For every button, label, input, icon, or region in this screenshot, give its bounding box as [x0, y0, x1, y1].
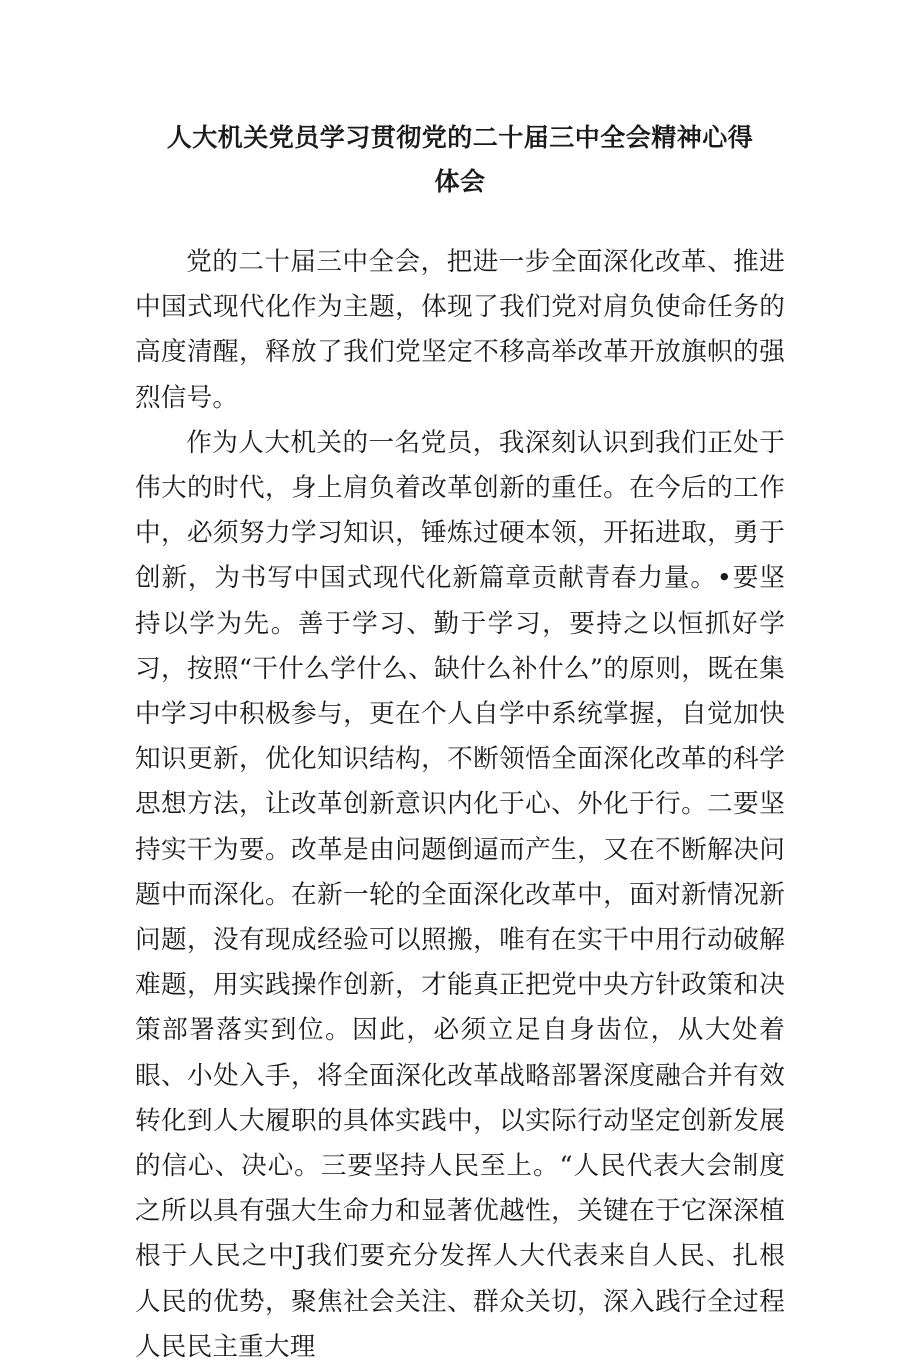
document-title-line-1: 人大机关党员学习贯彻党的二十届三中全会精神心得 [166, 123, 754, 152]
document-title-line-2: 体会 [434, 167, 486, 196]
paragraph-2: 作为人大机关的一名党员，我深刻认识到我们正处于伟大的时代，身上肩负着改革创新的重任。在今后的工作中，必须努力学习知识，锤炼过硬本领，开拓进取，勇于创新，为书写中国式现代化新篇章贡献青春力量。•要坚持以学为先。善于学习、勤于学习，要持之以恒抓好学习，按照“干什么学什么、缺什么补什么”的原则，既在集中学习中积极参与，更在个人自学中系统掌握，自觉加快知识更新，优化知识结构，不断领悟全面深化改革的科学思想方法，让改革创新意识内化于心、外化于行。二要坚持实干为要。改革是由问题倒逼而产生，又在不断解决问题中而深化。在新一轮的全面深化改革中，面对新情况新问题，没有现成经验可以照搬，唯有在实干中用行动破解难题，用实践操作创新，才能真正把党中央方针政策和决策部署落实到位。因此，必须立足自身齿位，从大处着眼、小处入手，将全面深化改革战略部署深度融合并有效转化到人大履职的具体实践中，以实际行动坚定创新发展的信心、决心。三要坚持人民至上。“人民代表大会制度之所以具有强大生命力和显著优越性，关键在于它深深植根于人民之中J我们要充分发挥人大代表来自人民、扎根人民的优势，聚焦社会关注、群众关切，深入践行全过程人民民主重大理 [135, 427, 785, 1362]
paragraph-1: 党的二十届三中全会，把进一步全面深化改革、推进中国式现代化作为主题，体现了我们党对肩负使命任务的高度清醒，释放了我们党坚定不移高举改革开放旗帜的强烈信号。 [135, 247, 785, 413]
document-body [135, 240, 785, 1370]
